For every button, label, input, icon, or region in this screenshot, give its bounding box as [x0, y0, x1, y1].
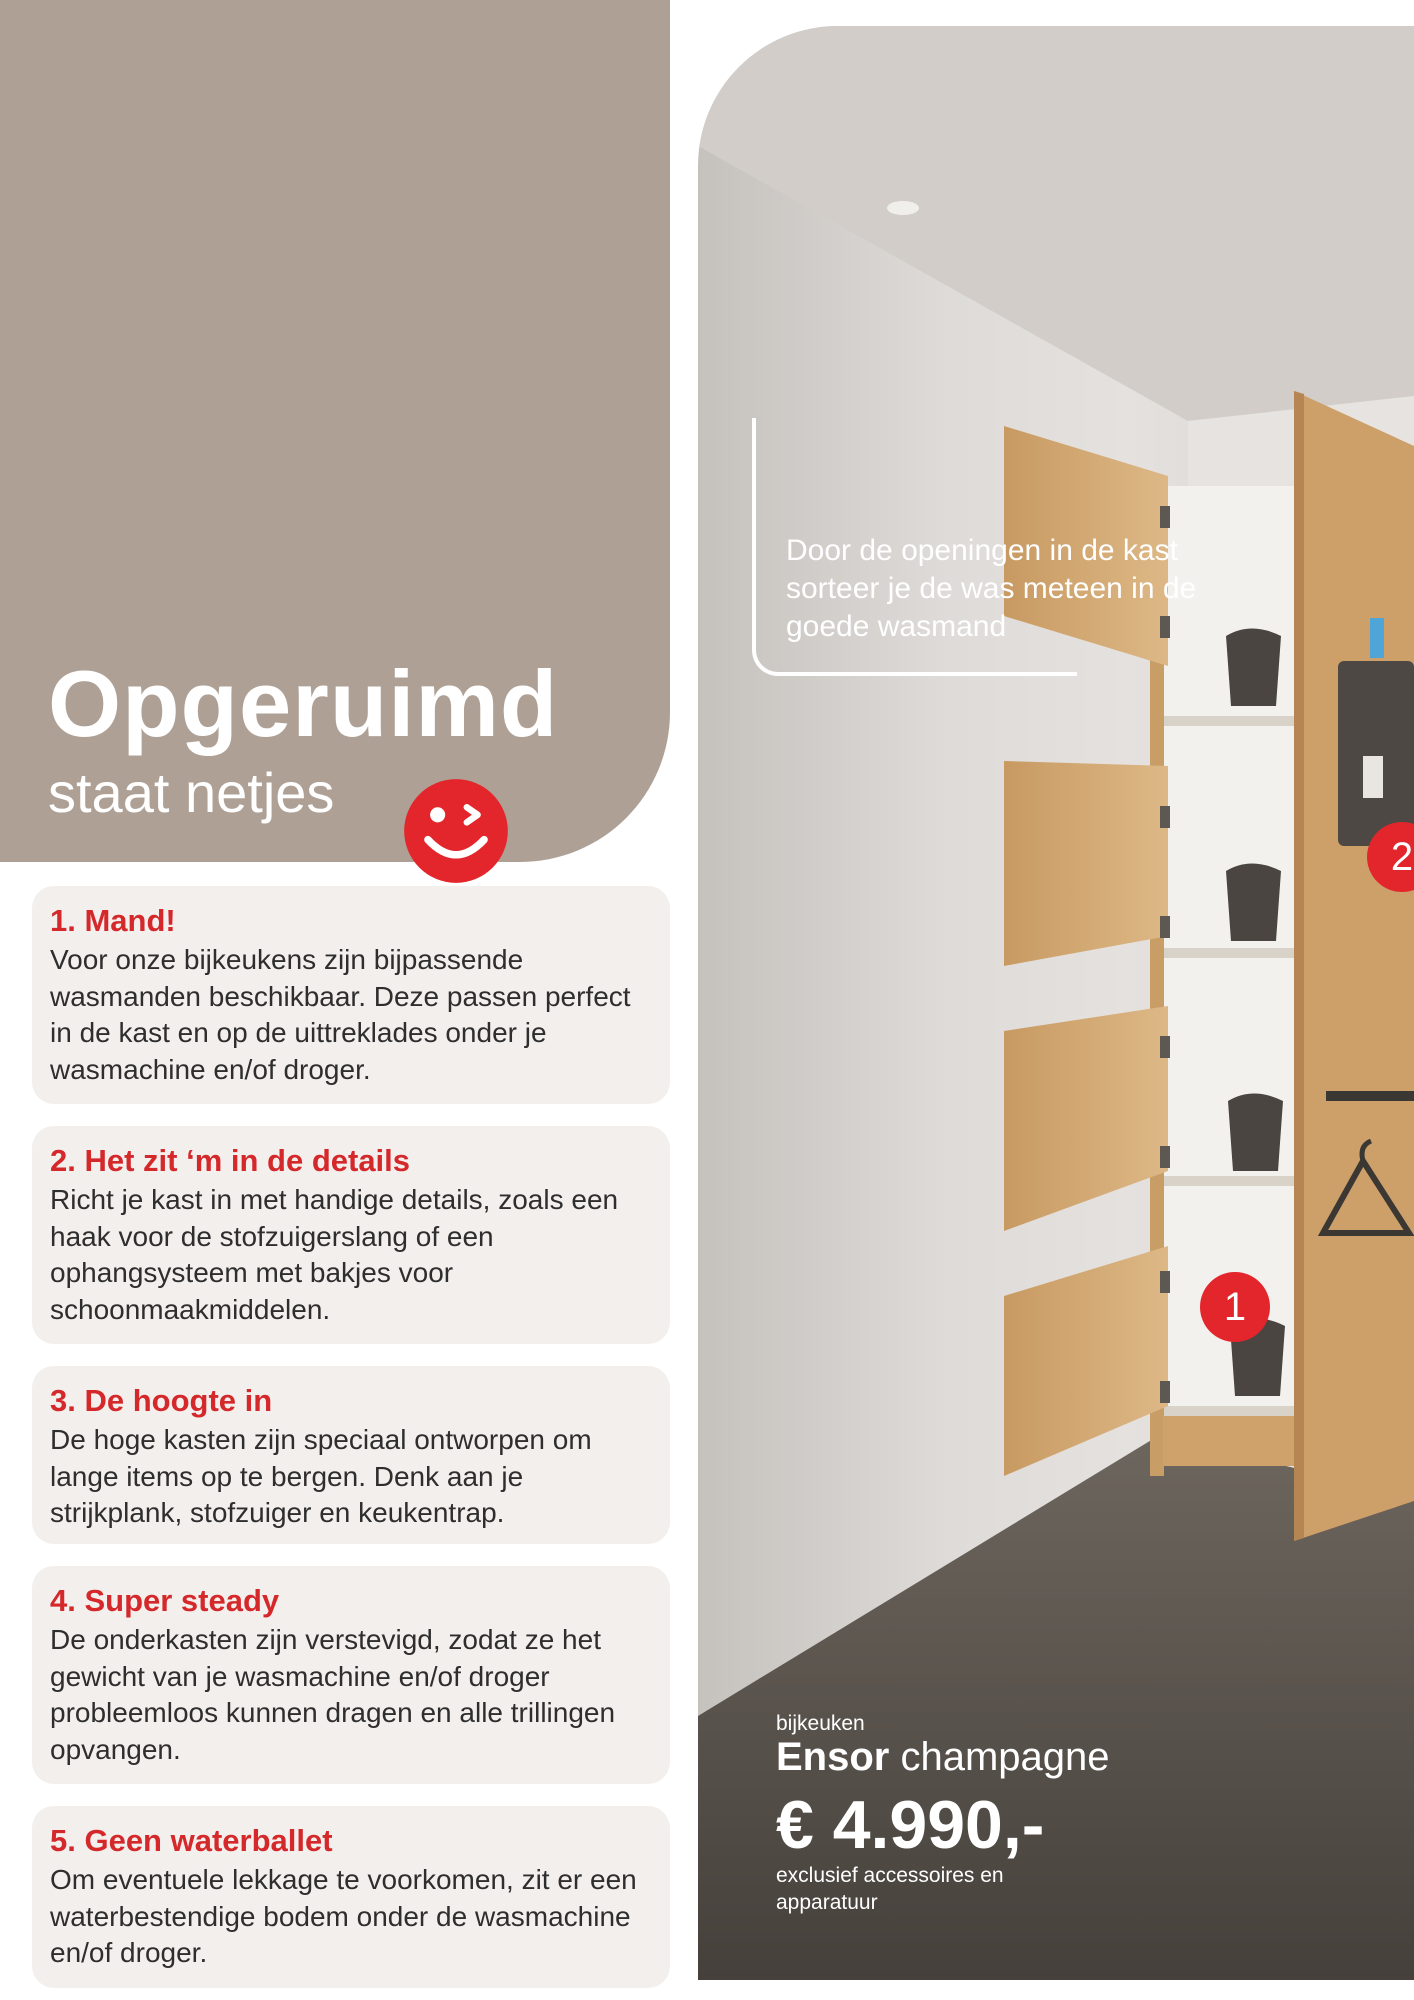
product-price-note: exclusief accessoires en apparatuur — [776, 1864, 1004, 1914]
product-category: bijkeuken — [776, 1712, 865, 1735]
product-name-bold: Ensor — [776, 1735, 890, 1779]
tip-text: Voor onze bijkeukens zijn bijpassende wasmanden beschikbaar. Deze passen perfect in de kast en op de uittreklades onder je wasmachine en/of droger. — [50, 944, 631, 1085]
product-photo — [698, 26, 1414, 1980]
page-subtitle: staat netjes — [48, 761, 335, 824]
tip-text: De onderkasten zijn verstevigd, zodat ze het gewicht van je wasmachine en/of droger probleemloos kunnen dragen en alle trillingen opvangen. — [50, 1624, 616, 1765]
tip-card-mand — [32, 886, 670, 1104]
tip-card-waterballet — [32, 1806, 670, 1988]
callout-text: Door de openingen in de kast sorteer je de was meteen in de goede wasmand — [786, 534, 1197, 643]
tip-title: 5. Geen waterballet — [50, 1823, 333, 1858]
smiley-wink-icon — [402, 777, 510, 885]
tip-text: Om eventuele lekkage te voorkomen, zit er een waterbestendige bodem onder de wasmachine en/of droger. — [50, 1864, 637, 1968]
hotspot-badge-1: 1 — [1200, 1272, 1270, 1342]
tip-card-hoogte — [32, 1366, 670, 1544]
tip-text: Richt je kast in met handige details, zoals een haak voor de stofzuigerslang of een ophangsysteem met bakjes voor schoonmaakmiddelen. — [50, 1184, 619, 1325]
tip-card-details — [32, 1126, 670, 1344]
page-title: Opgeruimd — [48, 651, 559, 756]
product-name — [776, 1735, 1110, 1780]
tip-title: 1. Mand! — [50, 903, 176, 938]
tip-title: 2. Het zit ‘m in de details — [50, 1143, 411, 1178]
tip-title: 4. Super steady — [50, 1583, 280, 1618]
cabinet-illustration — [698, 26, 1414, 1980]
product-name-regular: champagne — [889, 1735, 1110, 1779]
hotspot-badge-2: 2 — [1367, 822, 1414, 892]
tip-text: De hoge kasten zijn speciaal ontworpen om lange items op te bergen. Denk aan je strijkplank, stofzuiger en keukentrap. — [50, 1424, 592, 1528]
tips-list — [32, 886, 670, 2000]
tip-title: 3. De hoogte in — [50, 1383, 273, 1418]
product-price: € 4.990,- — [776, 1787, 1045, 1863]
tip-card-steady — [32, 1566, 670, 1784]
